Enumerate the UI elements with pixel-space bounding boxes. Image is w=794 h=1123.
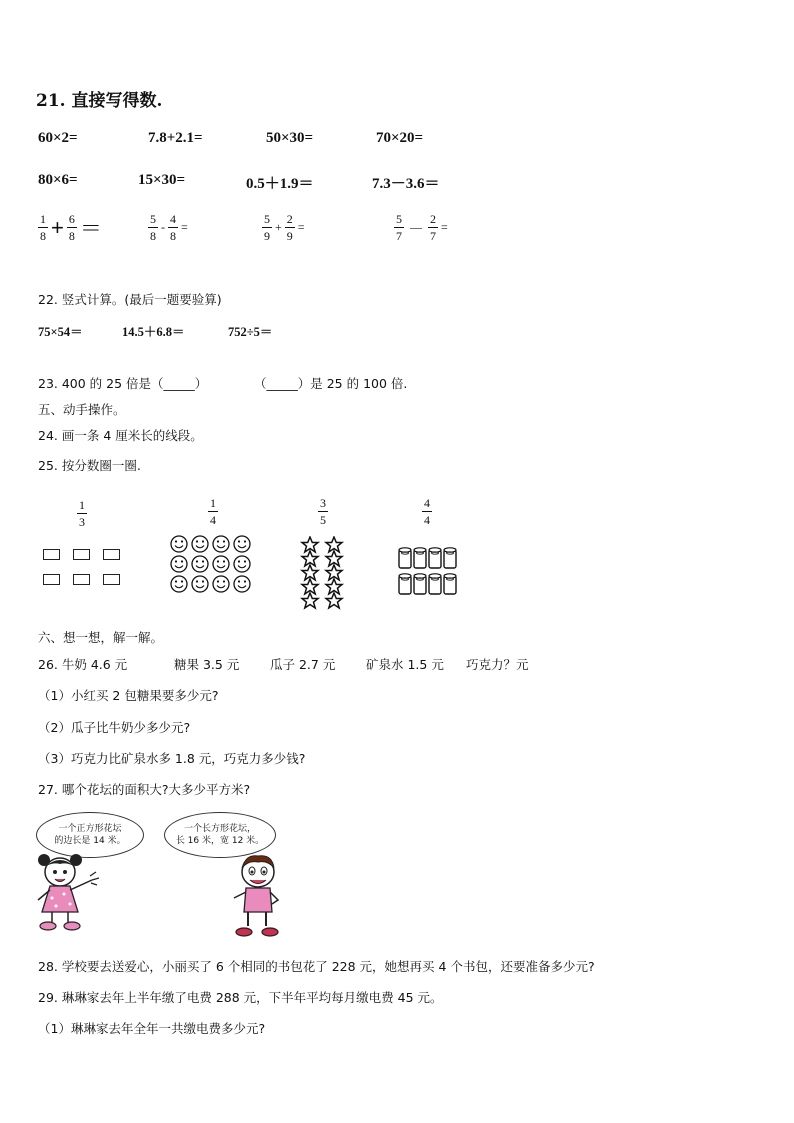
numerator: 5 xyxy=(264,212,270,226)
q21-r1-c4: 70×20= xyxy=(376,130,424,146)
q22-item-3: 752÷5＝ xyxy=(228,325,273,339)
denominator: 7 xyxy=(430,229,436,243)
numerator: 5 xyxy=(396,212,402,226)
star-shape xyxy=(302,593,318,608)
cylinder-group xyxy=(396,545,462,599)
q21-r2-c3: 0.5＋1.9＝ xyxy=(246,176,314,192)
fraction xyxy=(148,212,158,243)
bubble-line: 长 16 米，宽 12 米。 xyxy=(175,836,265,846)
rectangle-shape xyxy=(73,549,90,560)
smiley-face xyxy=(213,576,229,592)
numerator: 2 xyxy=(430,212,436,226)
q23-part2: （_____）是 25 的 100 倍. xyxy=(254,376,408,391)
smiley-face-group xyxy=(168,534,254,596)
denominator: 4 xyxy=(210,513,216,527)
rectangle-shape xyxy=(43,574,60,585)
equals-sign: = xyxy=(441,220,448,234)
bubble-line: 的边长是 14 米。 xyxy=(54,836,126,846)
equals-sign: = xyxy=(181,220,188,234)
q27-title: 27. 哪个花坛的面积大?大多少平方米? xyxy=(38,782,251,797)
q21-r1-c2: 7.8+2.1= xyxy=(148,130,203,146)
cylinder-shape xyxy=(399,574,411,594)
q26-price-water: 矿泉水 1.5 元 xyxy=(366,657,444,672)
operator: + xyxy=(51,214,64,240)
fraction xyxy=(285,212,295,243)
denominator: 4 xyxy=(424,513,430,527)
q26-price-chocolate: 巧克力？元 xyxy=(466,657,529,672)
smiley-face xyxy=(213,536,229,552)
numerator: 4 xyxy=(170,212,176,226)
smiley-face xyxy=(234,556,250,572)
cylinder-shape xyxy=(429,574,441,594)
q21-r1-c3: 50×30= xyxy=(266,130,314,146)
fraction xyxy=(262,212,272,243)
q25-fraction-2 xyxy=(208,496,218,527)
cylinder-shape xyxy=(414,548,426,568)
rectangle-shape xyxy=(43,549,60,560)
fraction-expr-2 xyxy=(148,212,191,243)
q28-text: 28. 学校要去送爱心，小丽买了 6 个相同的书包花了 228 元，她想再买 4 个书包，还要准备多少元? xyxy=(38,959,595,974)
cylinder-shape xyxy=(399,548,411,568)
q26-price-seeds: 瓜子 2.7 元 xyxy=(270,657,336,672)
q26-sub1: （1）小红买 2 包糖果要多少元? xyxy=(38,688,219,703)
denominator: 3 xyxy=(79,515,85,529)
smiley-face xyxy=(234,536,250,552)
smiley-face xyxy=(192,536,208,552)
boy-illustration xyxy=(228,850,288,942)
smiley-face xyxy=(192,556,208,572)
q26-price-milk: 26. 牛奶 4.6 元 xyxy=(38,657,128,672)
q21-r1-c1: 60×2= xyxy=(38,130,78,146)
rectangle-shape xyxy=(73,574,90,585)
section-5-heading: 五、动手操作。 xyxy=(38,402,126,417)
denominator: 5 xyxy=(320,513,326,527)
q21-title: 21. 直接写得数. xyxy=(36,91,163,111)
fraction-expr-4 xyxy=(394,212,451,243)
numerator: 1 xyxy=(210,496,216,510)
smiley-face xyxy=(171,536,187,552)
fraction xyxy=(428,212,438,243)
q29-text: 29. 琳琳家去年上半年缴了电费 288 元，下半年平均每月缴电费 45 元。 xyxy=(38,990,443,1005)
fraction xyxy=(38,212,48,243)
q21-r2-c2: 15×30= xyxy=(138,172,186,188)
operator: + xyxy=(275,220,282,234)
equals-sign: = xyxy=(297,220,305,234)
numerator: 1 xyxy=(79,498,85,512)
q22-item-1: 75×54＝ xyxy=(38,325,83,339)
numerator: 4 xyxy=(424,496,430,510)
denominator: 8 xyxy=(68,229,75,243)
fraction xyxy=(168,212,178,243)
q25-fraction-1 xyxy=(77,498,87,529)
star-group xyxy=(296,536,350,610)
operator: — xyxy=(410,220,422,234)
q22-item-2: 14.5＋6.8＝ xyxy=(122,325,185,339)
rectangle-shape xyxy=(103,574,120,585)
smiley-face xyxy=(213,556,229,572)
rectangle-shape xyxy=(103,549,120,560)
bubble-line: 一个长方形花坛， xyxy=(183,824,256,834)
q23-part1: 23. 400 的 25 倍是（_____） xyxy=(38,376,208,391)
q22-title: 22. 竖式计算。(最后一题要验算) xyxy=(38,292,222,307)
smiley-face xyxy=(192,576,208,592)
q25-fraction-4 xyxy=(422,496,432,527)
numerator: 2 xyxy=(286,212,293,226)
cylinder-shape xyxy=(429,548,441,568)
bubble-line: 一个正方形花坛 xyxy=(58,824,122,834)
denominator: 7 xyxy=(396,229,402,243)
cylinder-shape xyxy=(414,574,426,594)
girl-illustration xyxy=(30,850,106,934)
smiley-face xyxy=(171,556,187,572)
rectangle-group xyxy=(40,545,130,589)
cylinder-shape xyxy=(444,574,456,594)
smiley-face xyxy=(171,576,187,592)
denominator: 8 xyxy=(150,229,156,243)
q26-price-candy: 糖果 3.5 元 xyxy=(174,657,240,672)
cylinder-shape xyxy=(444,548,456,568)
q29-sub1: （1）琳琳家去年全年一共缴电费多少元? xyxy=(38,1021,266,1036)
q25-fraction-3 xyxy=(318,496,328,527)
denominator: 9 xyxy=(264,229,270,243)
q25-title: 25. 按分数圈一圈. xyxy=(38,458,141,473)
q26-sub3: （3）巧克力比矿泉水多 1.8 元，巧克力多少钱? xyxy=(38,751,306,766)
q26-sub2: （2）瓜子比牛奶少多少元? xyxy=(38,720,191,735)
equals-sign: ＝ xyxy=(79,216,102,241)
smiley-face xyxy=(234,576,250,592)
q24-text: 24. 画一条 4 厘米长的线段。 xyxy=(38,428,203,443)
q21-r2-c1: 80×6= xyxy=(38,172,78,188)
fraction-expr-3 xyxy=(262,212,308,243)
q21-r2-c4: 7.3－3.6＝ xyxy=(372,176,440,192)
denominator: 8 xyxy=(40,229,46,243)
numerator: 1 xyxy=(40,212,46,226)
operator: - xyxy=(161,220,165,234)
numerator: 5 xyxy=(150,212,156,226)
denominator: 8 xyxy=(170,229,176,243)
fraction xyxy=(67,212,77,243)
section-6-heading: 六、想一想，解一解。 xyxy=(38,630,164,645)
numerator: 3 xyxy=(320,496,326,510)
star-shape xyxy=(326,593,342,608)
numerator: 6 xyxy=(68,212,75,226)
fraction xyxy=(394,212,404,243)
denominator: 9 xyxy=(286,229,293,243)
fraction-expr-1 xyxy=(38,212,105,243)
